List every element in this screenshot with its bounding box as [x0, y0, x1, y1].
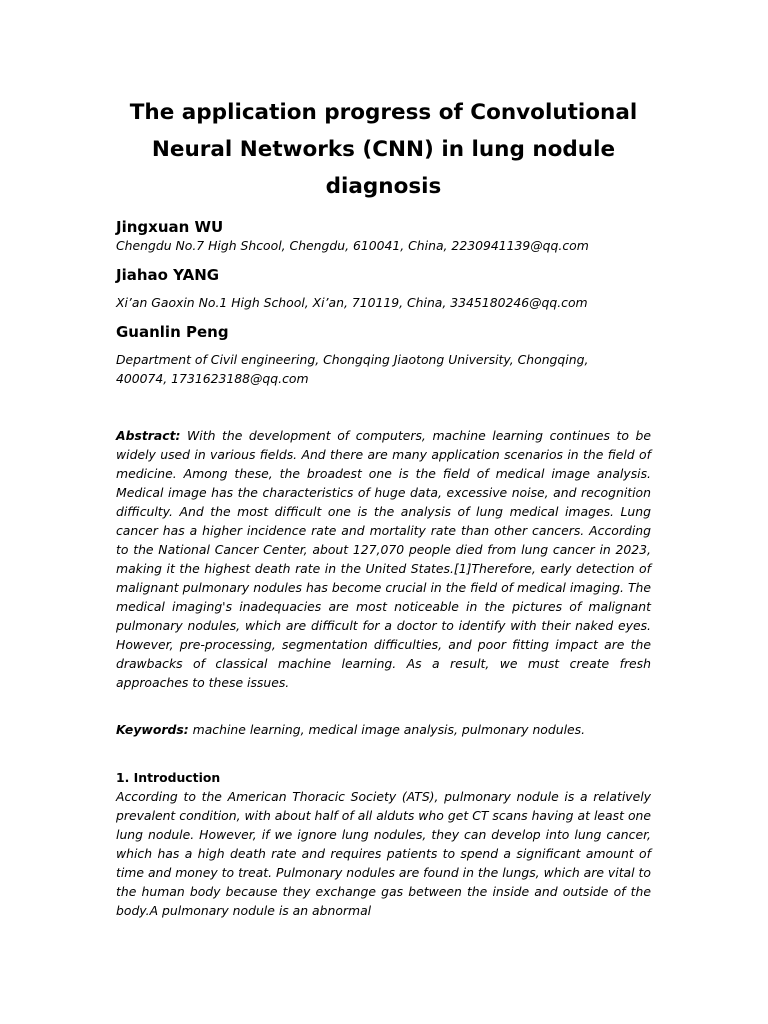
author-affiliation-3: Department of Civil engineering, Chongqing Jiaotong University, Chongqing, 400074, 1731623188@qq.com: [116, 352, 589, 386]
keywords: [116, 720, 651, 739]
abstract: [116, 426, 651, 692]
author-affiliation-2: Xi’an Gaoxin No.1 High School, Xi’an, 710119, China, 3345180246@qq.com: [116, 295, 588, 310]
introduction-text: According to the American Thoracic Society (ATS), pulmonary nodule is a relatively prevalent condition, with about half of all alduts who get CT scans having at least one lung nodule. However, if we ignore lung nodules, they can develop into lung cancer, which has a high death rate and requires patients to spend a significant amount of time and money to treat. Pulmonary nodules are found in the lungs, which are vital to the human body because they exchange gas between the inside and outside of the body.A pulmonary nodule is an abnormal: [116, 789, 651, 918]
author-name-3: Guanlin Peng: [116, 323, 229, 341]
abstract-text: With the development of computers, machine learning continues to be widely used in various fields. And there are many application scenarios in the field of medicine. Among these, the broadest one is the field of medical image analysis. Medical image has the characteristics of huge data, excessive noise, and recognition difficulty. And the most difficult one is the analysis of lung medical images. Lung cancer has a higher incidence rate and mortality rate than other cancers. According to the National Cancer Center, about 127,070 people died from lung cancer in 2023, making it the highest death rate in the United States.[1]Therefore, early detection of malignant pulmonary nodules has become crucial in the field of medical imaging. The medical imaging's inadequacies are most noticeable in the pictures of malignant pulmonary nodules, which are difficult for a doctor to identify with their naked eyes. However, pre-processing, segmentation difficulties, and poor fitting impact are the drawbacks of classical machine learning. As a result, we must create fresh approaches to these issues.: [116, 428, 651, 690]
author-name-2: Jiahao YANG: [116, 266, 220, 284]
keywords-label: Keywords:: [116, 722, 189, 737]
author-name-1: Jingxuan WU: [116, 218, 224, 236]
abstract-label: Abstract:: [116, 428, 181, 443]
paper-title: The application progress of Convolutional Neural Networks (CNN) in lung nodule diagnosis: [129, 100, 638, 199]
introduction-heading: 1. Introduction: [116, 770, 221, 785]
author-affiliation-1: Chengdu No.7 High Shcool, Chengdu, 610041, China, 2230941139@qq.com: [116, 238, 589, 253]
keywords-text: machine learning, medical image analysis, pulmonary nodules.: [192, 722, 586, 737]
